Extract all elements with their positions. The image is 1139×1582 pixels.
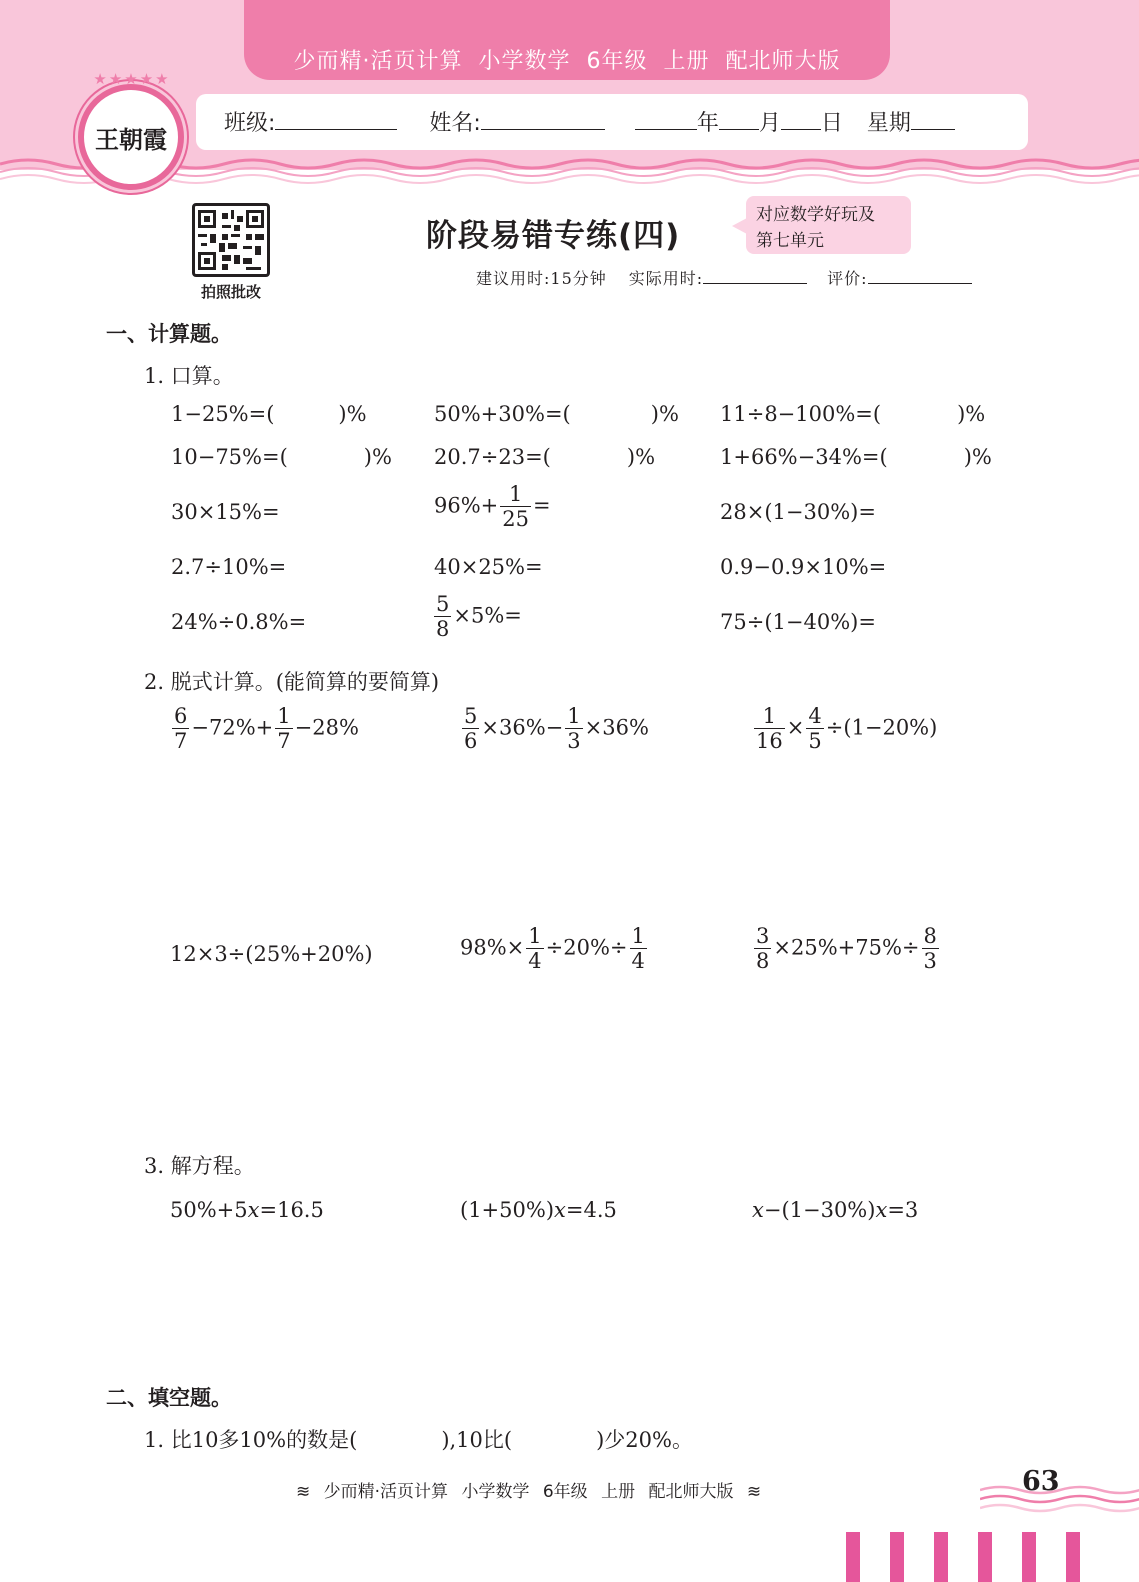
oral-2-2: 20.7÷23=( )% [434, 445, 656, 469]
year-field[interactable] [635, 108, 697, 130]
section-1-heading: 一、计算题。 [106, 322, 232, 346]
section-2-heading: 二、填空题。 [106, 1386, 232, 1410]
series-title: 少而精·活页计算 小学数学 6年级 上册 配北师大版 [293, 49, 841, 74]
oral-1-3: 11÷8−100%=( )% [720, 402, 986, 426]
oral-3-3: 28×(1−30%)= [720, 500, 876, 524]
equation-2: (1+50%)x=4.5 [460, 1198, 617, 1222]
fraction: $\frac{1}{25}$ [502, 482, 530, 531]
month-field[interactable] [719, 108, 759, 130]
footer-series: ≋ 少而精·活页计算 小学数学 6年级 上册 配北师大版 ≋ [296, 1482, 762, 1502]
equation-1: 50%+5x=16.5 [170, 1198, 324, 1222]
time-meta [476, 266, 972, 289]
written-2: $\frac{5}{6}$ ×36%− $\frac{1}{3}$ ×36% [464, 704, 649, 753]
oral-heading: 1. 口算。 [144, 364, 234, 388]
written-1: $\frac{6}{7}$ −72%+ $\frac{1}{7}$ −28% [174, 704, 359, 753]
oral-4-2: 40×25%= [434, 555, 543, 579]
name-field[interactable] [481, 108, 605, 130]
actual-time-label: 实际用时: [628, 269, 704, 288]
fraction: $\frac{5}{8}$ [436, 592, 450, 641]
student-info-bar [196, 94, 1028, 150]
week-field[interactable] [911, 108, 955, 130]
evaluation-label: 评价: [827, 269, 868, 288]
month-label: 月 [758, 111, 781, 136]
bubble-line-2: 第七单元 [756, 231, 824, 251]
fill-question-1: 1. 比10多10%的数是( ),10比( )少20%。 [144, 1428, 693, 1452]
brand-logo [78, 84, 184, 190]
unit-reference-bubble [746, 196, 911, 254]
day-field[interactable] [781, 108, 821, 130]
qr-caption: 拍照批改 [200, 283, 261, 301]
oral-5-3: 75÷(1−40%)= [720, 610, 876, 634]
written-6: $\frac{3}{8}$ ×25%+75%÷ $\frac{8}{3}$ [756, 924, 937, 973]
written-4: 12×3÷(25%+20%) [170, 942, 373, 966]
name-label: 姓名: [429, 111, 481, 136]
qr-code-icon[interactable] [192, 203, 270, 277]
oral-5-2: $\frac{5}{8}$ ×5%= [436, 592, 522, 641]
suggested-time: 建议用时:15分钟 [476, 269, 607, 288]
year-label: 年 [696, 111, 719, 136]
logo-stars-icon: ★★★★★ [93, 70, 171, 88]
class-label: 班级: [224, 111, 276, 136]
week-label: 星期 [866, 111, 911, 136]
oral-4-3: 0.9−0.9×10%= [720, 555, 887, 579]
oral-2-1: 10−75%=( )% [171, 445, 392, 469]
logo-name: 王朝霞 [95, 125, 167, 154]
page-number: 63 [1022, 1466, 1060, 1497]
actual-time-field[interactable] [703, 268, 807, 284]
oral-1-1: 1−25%=( )% [171, 402, 367, 426]
written-3: $\frac{1}{16}$ × $\frac{4}{5}$ ÷(1−20%) [756, 704, 938, 753]
oral-1-2: 50%+30%=( )% [434, 402, 679, 426]
student-info-row [224, 106, 955, 137]
equation-3: x−(1−30%)x=3 [752, 1198, 919, 1222]
oral-3-2: 96%+ $\frac{1}{25}$ = [434, 482, 551, 531]
equations-heading: 3. 解方程。 [144, 1154, 255, 1178]
written-heading: 2. 脱式计算。(能简算的要简算) [144, 670, 440, 694]
bubble-tail [732, 218, 747, 234]
day-label: 日 [820, 111, 843, 136]
oral-5-1: 24%÷0.8%= [171, 610, 307, 634]
oral-2-3: 1+66%−34%=( )% [720, 445, 992, 469]
class-field[interactable] [275, 108, 397, 130]
evaluation-field[interactable] [868, 268, 972, 284]
oral-4-1: 2.7÷10%= [171, 555, 287, 579]
page-title: 阶段易错专练(四) [426, 218, 681, 254]
written-5: 98%× $\frac{1}{4}$ ÷20%÷ $\frac{1}{4}$ [460, 924, 645, 973]
oral-3-1: 30×15%= [171, 500, 280, 524]
bubble-line-1: 对应数学好玩及 [756, 205, 875, 225]
